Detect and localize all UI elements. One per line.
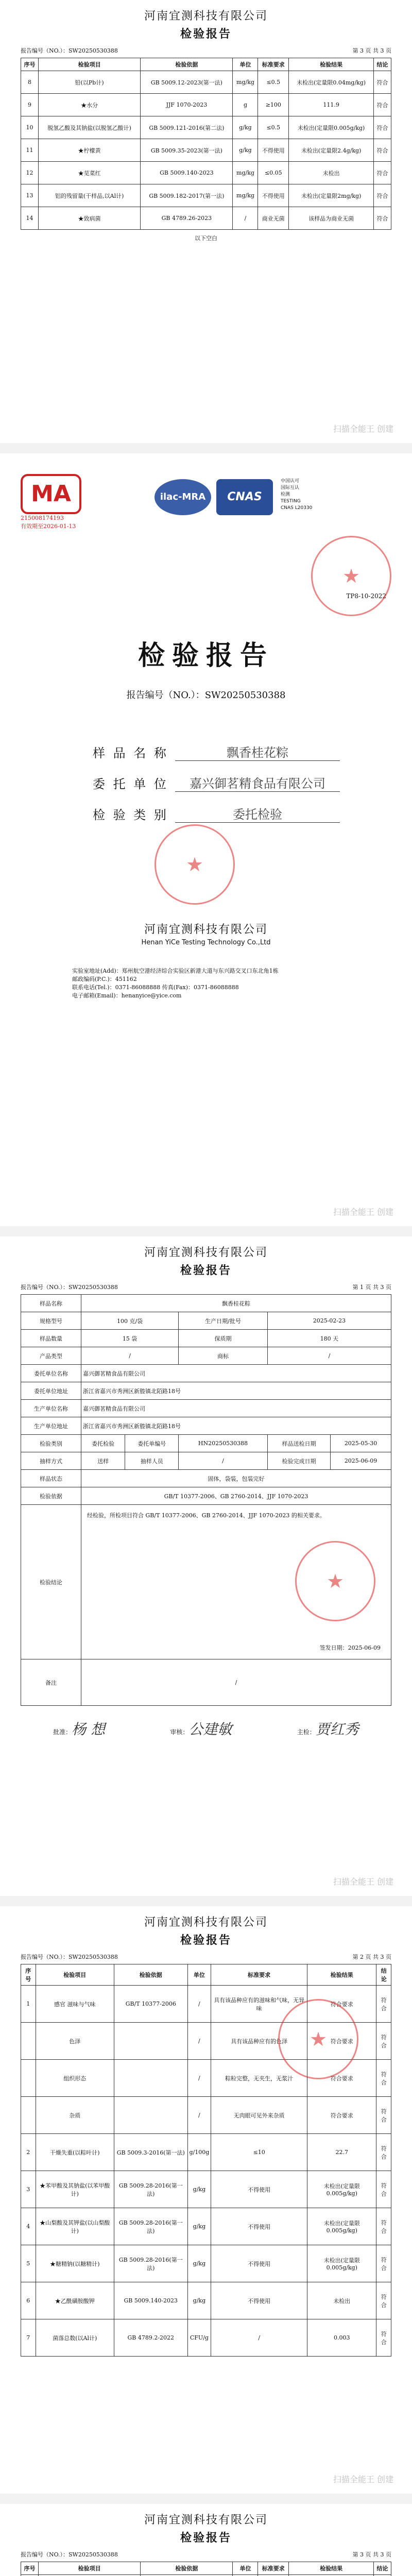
cell-verdict: 符合 xyxy=(376,2171,391,2208)
cell-unit: / xyxy=(233,207,258,230)
cell-unit: / xyxy=(187,2097,211,2134)
table-row xyxy=(21,162,391,184)
cell-item: ★糖精钠(以糖精计) xyxy=(36,2245,114,2282)
cell-method: GB 5009.28-2016(第一法) xyxy=(114,2171,187,2208)
cell-method: GB 5009.140-2023 xyxy=(141,162,233,184)
table-row xyxy=(21,2282,391,2319)
cell-unit: CFU/g xyxy=(187,2319,211,2357)
table-header-1: 检验项目 xyxy=(38,2562,140,2575)
table-header-0: 序号 xyxy=(21,2562,39,2575)
table-row xyxy=(21,2319,391,2357)
cell-no: 10 xyxy=(21,116,39,139)
cell-requirement: 具有该品种应有的色泽 xyxy=(211,2023,307,2060)
table-row xyxy=(21,139,391,162)
table-header-5: 检验结果 xyxy=(289,58,374,71)
cell-requirement: 不得使用 xyxy=(211,2208,307,2245)
table-row xyxy=(21,94,391,116)
table-row xyxy=(21,2134,391,2171)
cell-method xyxy=(114,2060,187,2097)
cell-unit: g/kg xyxy=(233,139,258,162)
field-sample-name: 样 品 名 称 飘香桂花粽 xyxy=(93,742,412,761)
cell-verdict: 符合 xyxy=(376,2319,391,2357)
watermark: 扫描全能王 创建 xyxy=(333,2475,393,2484)
report-number: 报告编号（NO.）：SW20250530388 xyxy=(21,1284,118,1291)
cell-requirement: ≤0.5 xyxy=(258,116,289,139)
cell-result: 该样品为商业无菌 xyxy=(289,207,374,230)
cell-requirement: 粽粒完整，无夹生，无浆汁 xyxy=(211,2060,307,2097)
org-name: 河南宜测科技有限公司 xyxy=(144,10,268,23)
watermark: 扫描全能王 创建 xyxy=(333,1207,393,1217)
center-seal xyxy=(154,824,235,905)
report-title: 检验报告 xyxy=(180,1934,232,1947)
cell-unit: g/kg xyxy=(233,116,258,139)
cell-unit: / xyxy=(187,2023,211,2060)
cell-result: 未检出(定量限0.005g/kg) xyxy=(307,2245,376,2282)
table-header-2: 检验依据 xyxy=(141,58,233,71)
cell-unit: g/kg xyxy=(187,2282,211,2319)
cell-verdict: 符合 xyxy=(374,207,391,230)
cell-unit: g/kg xyxy=(187,2245,211,2282)
cnas-caption: 中国认可 国际互认 检测 TESTING CNAS L20330 xyxy=(281,479,313,511)
table-row xyxy=(21,116,391,139)
table-header-4: 标准要求 xyxy=(211,1964,307,1986)
table-header-2: 检验依据 xyxy=(141,2562,233,2575)
cell-method: GB 5009.28-2016(第一法) xyxy=(114,2245,187,2282)
cell-item: ★苯甲酸及其钠盐(以苯甲酸计) xyxy=(36,2171,114,2208)
report-page-info xyxy=(0,1236,412,1896)
cell-method: GB 5009.182-2017(第一法) xyxy=(141,184,233,207)
cell-method: GB 4789.2-2022 xyxy=(114,2319,187,2357)
cell-item: 菌落总数(以Al计) xyxy=(36,2319,114,2357)
report-number: 报告编号（NO.）：SW20250530388 xyxy=(21,2551,118,2558)
table-header-4: 标准要求 xyxy=(258,2562,289,2575)
cell-result: 符合要求 xyxy=(307,2097,376,2134)
cell-verdict: 符合 xyxy=(376,2245,391,2282)
cell-method xyxy=(114,2097,187,2134)
cell-method: GB 5009.140-2023 xyxy=(114,2282,187,2319)
cell-requirement: 不得使用 xyxy=(211,2245,307,2282)
cell-requirement: 无肉眼可见外来杂质 xyxy=(211,2097,307,2134)
cell-unit: mg/kg xyxy=(233,184,258,207)
cell-no: 7 xyxy=(21,2319,36,2357)
cell-no: 13 xyxy=(21,184,39,207)
cell-no: 9 xyxy=(21,94,39,116)
cell-unit: g/kg xyxy=(187,2208,211,2245)
cell-result: 未检出(定量限0.005g/kg) xyxy=(307,2171,376,2208)
table-header-3: 单位 xyxy=(233,58,258,71)
field-category: 检 验 类 别 委托检验 xyxy=(93,804,412,823)
cell-unit: g/100g xyxy=(187,2134,211,2171)
table-header-1: 检验项目 xyxy=(36,1964,114,1986)
cell-requirement: 不得使用 xyxy=(258,184,289,207)
table-header-6: 结论 xyxy=(374,2562,391,2575)
end-marker: 以下空白 xyxy=(195,235,217,242)
cell-no: 3 xyxy=(21,2171,36,2208)
report-number: 报告编号（NO.）：SW20250530388 xyxy=(21,47,118,54)
page-indicator: 第 2 页 共 3 页 xyxy=(352,1954,391,1960)
cell-method: GB/T 10377-2006 xyxy=(114,1986,187,2023)
results-seal xyxy=(278,1999,358,2079)
ilac-logo: ilac-MRA xyxy=(154,479,211,515)
table-header-1: 检验项目 xyxy=(38,58,140,71)
watermark: 扫描全能王 创建 xyxy=(333,424,393,434)
cell-result: 22.7 xyxy=(307,2134,376,2171)
cell-verdict: 符合 xyxy=(374,162,391,184)
cell-result: 未检出(定量限2.4g/kg) xyxy=(289,139,374,162)
cell-unit: mg/kg xyxy=(233,71,258,94)
cell-unit: mg/kg xyxy=(233,162,258,184)
cell-requirement: ≤0.05 xyxy=(258,162,289,184)
cell-no: 12 xyxy=(21,162,39,184)
cell-requirement: 具有该品种应有的滋味和气味，无异味 xyxy=(211,1986,307,2023)
cell-unit: / xyxy=(187,2060,211,2097)
cell-no: 6 xyxy=(21,2282,36,2319)
cell-no: 4 xyxy=(21,2208,36,2245)
cell-method xyxy=(114,2023,187,2060)
cell-requirement: 商业无菌 xyxy=(258,207,289,230)
cma-valid: 有效期至2026-01-13 xyxy=(21,523,76,530)
cell-result: 未检出 xyxy=(307,2282,376,2319)
table-header-4: 标准要求 xyxy=(258,58,289,71)
cell-no: 1 xyxy=(21,1986,36,2023)
results-table xyxy=(21,58,391,230)
conclusion-text: 经检验，所检项目符合 GB/T 10377-2006、GB 2760-2014、JJF 1070-2023 的相关要求。 xyxy=(87,1512,325,1519)
org-name: 河南宜测科技有限公司 xyxy=(144,1246,268,1259)
cell-no: 5 xyxy=(21,2245,36,2282)
info-table: 样品名称 飘香桂花粽 规格型号 100 克/袋 生产日期/批号 2025-02-23 样品数量 15 袋 保质期 180 天 产品类型 / 商标 / 委托单位名称 嘉兴御茗精食品有限公司 委托单位地址 浙江省嘉兴市秀洲区新塍镇北陌路18号 生产单位名称 嘉兴御茗精食品有限公司 生产单位地址 浙江省嘉兴市秀洲区新塍镇北陌路18号 检验类别 委托检验 委托单编号 HN20250530388 样品送检日期 2025-05-30 抽样方式 送样 抽样人员 / 检验完成日期 2025-06-09 样品状态 固体，袋装，包装完好 检验依据 GB/T 10377-2006、GB 2760-2014、JJF 1070-2023 检验结论 经检验，所检项目符合 GB/T 10377-2006、GB 2760-2014、JJF 1070-2023 的相关要求。 ★ 签发日期：2025-06-09 备注 / xyxy=(21,1294,391,1706)
report-page-cover xyxy=(0,453,412,1226)
cell-result: 未检出(定量限0.005g/kg) xyxy=(307,2208,376,2245)
field-client: 委 托 单 位 嘉兴御茗精食品有限公司 xyxy=(93,773,412,792)
cell-requirement: 不得使用 xyxy=(211,2171,307,2208)
cell-result: 111.9 xyxy=(289,94,374,116)
cell-verdict: 符合 xyxy=(376,2134,391,2171)
cell-requirement: ≤10 xyxy=(211,2134,307,2171)
cell-requirement: ≤0.5 xyxy=(258,71,289,94)
form-code: TP8-10-2022 xyxy=(346,592,386,600)
cell-verdict: 符合 xyxy=(376,2208,391,2245)
cell-item: 铝的残留量(干样品,以Al计) xyxy=(38,184,140,207)
cell-no: 11 xyxy=(21,139,39,162)
cell-verdict: 符合 xyxy=(374,71,391,94)
cell-unit: / xyxy=(187,1986,211,2023)
report-page-results-a xyxy=(0,0,412,443)
cover-org-en: Henan YiCe Testing Technology Co.,Ltd xyxy=(141,939,271,946)
cell-item: ★苋菜红 xyxy=(38,162,140,184)
table-header-5: 检验结果 xyxy=(289,2562,374,2575)
table-row xyxy=(21,2097,391,2134)
report-title: 检验报告 xyxy=(180,1264,232,1277)
report-page-results-b xyxy=(0,1906,412,2494)
cell-method: GB 5009.12-2023(第一法) xyxy=(141,71,233,94)
report-number: 报告编号（NO.）：SW20250530388 xyxy=(21,1954,118,1960)
cell-item: 组织形态 xyxy=(36,2060,114,2097)
sign-date: 签发日期：2025-06-09 xyxy=(319,1645,381,1651)
cell-item: ★山梨酸及其钾盐(以山梨酸计) xyxy=(36,2208,114,2245)
cell-requirement: 不得使用 xyxy=(211,2282,307,2319)
cell-verdict: 符合 xyxy=(374,116,391,139)
report-title: 检验报告 xyxy=(180,27,232,41)
cell-item: ★柠檬黄 xyxy=(38,139,140,162)
report-title: 检验报告 xyxy=(180,2531,232,2545)
page-indicator: 第 3 页 共 3 页 xyxy=(352,47,391,54)
cell-item: 色泽 xyxy=(36,2023,114,2060)
cell-method: GB 5009.121-2016(第二法) xyxy=(141,116,233,139)
cell-no xyxy=(21,2097,36,2134)
signature-approver: 杨 想 xyxy=(72,1721,106,1738)
table-header-3: 单位 xyxy=(233,2562,258,2575)
cell-method: GB 5009.35-2023(第一法) xyxy=(141,139,233,162)
cell-verdict: 符合 xyxy=(374,94,391,116)
cell-requirement: ≥100 xyxy=(258,94,289,116)
table-row xyxy=(21,184,391,207)
cell-item: 脱氢乙酸及其钠盐(以脱氢乙酸计) xyxy=(38,116,140,139)
table-row xyxy=(21,2245,391,2282)
signature-inspector: 贾红秀 xyxy=(315,1721,359,1738)
page-indicator: 第 3 页 共 3 页 xyxy=(352,2551,391,2558)
watermark: 扫描全能王 创建 xyxy=(333,1877,393,1887)
sample-name: 飘香桂花粽 xyxy=(81,1295,391,1312)
results-table xyxy=(21,2562,391,2576)
cell-no xyxy=(21,2023,36,2060)
cell-method: GB 4789.26-2023 xyxy=(141,207,233,230)
report-page-results-c xyxy=(0,2504,412,2576)
cell-result: 0.003 xyxy=(307,2319,376,2357)
contact-block: 实验室地址(Add)：郑州航空港经济综合实验区新港大道与东兴路交叉口东北角1栋 邮政编码(P.C.)：451162 联系电话(Tel.)：0371-86088888 传真(Fax)：0371-86088888 电子邮箱(Email)：henanyice@yice.com xyxy=(72,968,279,999)
cell-result: 符合要求 xyxy=(307,2023,376,2060)
cell-verdict: 符合 xyxy=(376,2023,391,2060)
table-header-0: 序号 xyxy=(21,1964,36,1986)
cell-result: 符合要求 xyxy=(307,1986,376,2023)
cell-method: GB 5009.3-2016(第一法) xyxy=(114,2134,187,2171)
org-name: 河南宜测科技有限公司 xyxy=(144,2514,268,2527)
table-header-6: 结论 xyxy=(374,58,391,71)
table-header-6: 结论 xyxy=(376,1964,391,1986)
cell-verdict: 符合 xyxy=(374,139,391,162)
cell-result: 未检出(定量限0.04mg/kg) xyxy=(289,71,374,94)
cell-unit: g xyxy=(233,94,258,116)
table-row xyxy=(21,207,391,230)
cell-method: GB 5009.28-2016(第一法) xyxy=(114,2208,187,2245)
cover-org-name: 河南宜测科技有限公司 xyxy=(144,923,268,936)
cell-item: ★致病菌 xyxy=(38,207,140,230)
cell-item: 杂质 xyxy=(36,2097,114,2134)
table-row xyxy=(21,2171,391,2208)
cell-item: 干燥失重(以粽叶计) xyxy=(36,2134,114,2171)
cell-item: 感官 滋味与气味 xyxy=(36,1986,114,2023)
table-row xyxy=(21,71,391,94)
cell-item: ★乙酰磺胺酸钾 xyxy=(36,2282,114,2319)
table-row xyxy=(21,2208,391,2245)
cell-verdict: 符合 xyxy=(376,2060,391,2097)
cma-logo: MA 215008174193 有效期至2026-01-13 xyxy=(21,474,82,531)
table-header-0: 序号 xyxy=(21,58,39,71)
cell-method: JJF 1070-2023 xyxy=(141,94,233,116)
table-header-2: 检验依据 xyxy=(114,1964,187,1986)
cell-verdict: 符合 xyxy=(374,184,391,207)
cell-result: 未检出(定量限0.005g/kg) xyxy=(289,116,374,139)
signature-reviewer: 公建敏 xyxy=(188,1721,232,1738)
table-header-3: 单位 xyxy=(187,1964,211,1986)
cnas-logo: CNAS xyxy=(216,479,273,515)
inspection-seal xyxy=(295,1541,375,1621)
cell-no: 14 xyxy=(21,207,39,230)
cell-result: 符合要求 xyxy=(307,2060,376,2097)
cell-result: 未检出 xyxy=(289,162,374,184)
cell-no: 8 xyxy=(21,71,39,94)
org-name: 河南宜测科技有限公司 xyxy=(144,1916,268,1929)
page-indicator: 第 1 页 共 3 页 xyxy=(352,1284,391,1291)
cell-unit: g/kg xyxy=(187,2171,211,2208)
cell-verdict: 符合 xyxy=(376,2282,391,2319)
cell-result: 未检出(定量限2mg/kg) xyxy=(289,184,374,207)
cell-no: 2 xyxy=(21,2134,36,2171)
cover-title: 检验报告 xyxy=(138,640,274,671)
table-header-5: 检验结果 xyxy=(307,1964,376,1986)
cell-verdict: 符合 xyxy=(376,2097,391,2134)
cell-requirement: / xyxy=(211,2319,307,2357)
cell-item: ★水分 xyxy=(38,94,140,116)
signatures: 批准：杨 想 审核：公建敏 主检：贾红秀 xyxy=(53,1721,359,1738)
cover-report-number: 报告编号（NO.）：SW20250530388 xyxy=(126,690,286,701)
cell-verdict: 符合 xyxy=(376,1986,391,2023)
cell-requirement: 不得使用 xyxy=(258,139,289,162)
cell-item: 铅(以Pb计) xyxy=(38,71,140,94)
cell-no xyxy=(21,2060,36,2097)
cma-cert-no: 215008174193 xyxy=(21,515,64,521)
